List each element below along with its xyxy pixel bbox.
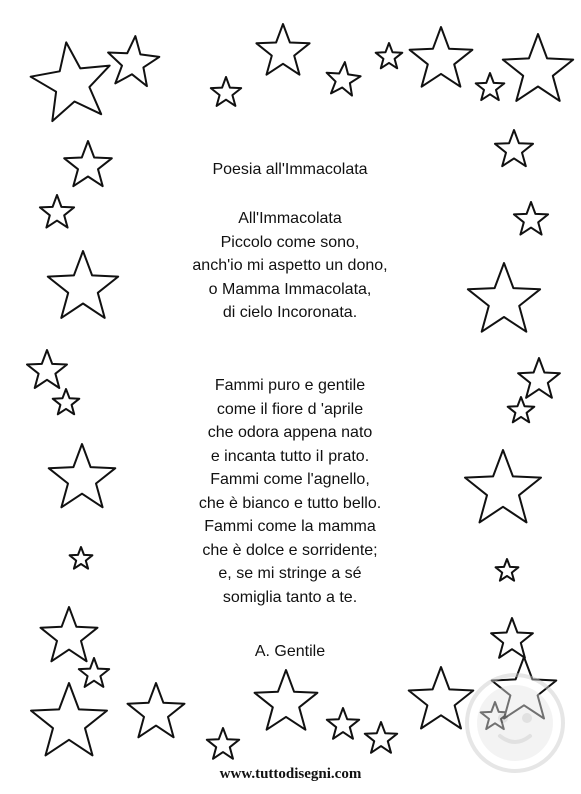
poem-title: Poesia all'Immacolata	[212, 161, 368, 178]
poem-line: e incanta tutto iI prato.	[210, 447, 370, 465]
star-icon	[31, 42, 110, 121]
star-icon	[496, 559, 519, 581]
poem-line: che è dolce e sorridente;	[202, 541, 378, 559]
poem-line: Piccolo come sono,	[220, 233, 360, 251]
star-icon	[207, 728, 239, 759]
star-icon	[70, 547, 93, 569]
poem-line: come il fiore d 'aprile	[216, 400, 364, 418]
star-icon	[48, 251, 118, 318]
star-icon	[518, 358, 560, 398]
star-icon	[327, 708, 359, 739]
poem-line: Fammi come l'agnello,	[210, 471, 370, 488]
star-icon	[468, 263, 540, 332]
poem-line: All'Immacolata	[238, 210, 342, 227]
star-icon	[256, 24, 309, 75]
star-icon	[49, 444, 116, 507]
star-icon	[410, 27, 473, 87]
star-icon	[503, 34, 573, 101]
star-icon	[465, 450, 541, 522]
star-icon	[53, 389, 80, 414]
poem-author: A. Gentile	[254, 643, 326, 660]
star-icon	[64, 141, 112, 186]
star-icon	[376, 43, 403, 68]
star-icon	[514, 202, 548, 235]
star-icon	[476, 73, 505, 100]
poem-line: Fammi come la mamma	[204, 518, 376, 535]
star-icon	[327, 62, 361, 96]
website-url: www.tuttodisegni.com	[219, 766, 362, 782]
poem-line: somiglia tanto a te.	[222, 588, 358, 606]
poem-stanza-1	[140, 207, 440, 325]
poem-line: che è bianco e tutto bello.	[198, 494, 382, 512]
poem-line: o Mamma Immacolata,	[208, 280, 372, 298]
star-icon	[41, 607, 98, 661]
star-icon	[128, 683, 185, 737]
star-icon	[211, 77, 241, 106]
star-icon	[40, 195, 74, 228]
poem-line: Fammi puro e gentile	[214, 377, 366, 394]
star-icon	[255, 670, 318, 730]
star-icon	[31, 683, 107, 755]
star-icon	[495, 130, 533, 166]
star-icon	[108, 36, 159, 86]
poem-line: anch'io mi aspetto un dono,	[192, 257, 388, 274]
star-icon	[508, 397, 535, 422]
poem-line: che odora appena nato	[207, 424, 373, 441]
tuttodisegni-logo-icon	[460, 668, 570, 778]
star-icon	[365, 722, 397, 753]
poem-line: di cielo Incoronata.	[222, 304, 358, 321]
star-icon	[491, 618, 533, 658]
poem-stanza-2	[140, 374, 440, 609]
poem-line: e, se mi stringe a sé	[218, 565, 362, 582]
star-icon	[27, 350, 67, 388]
star-icon	[79, 658, 109, 687]
